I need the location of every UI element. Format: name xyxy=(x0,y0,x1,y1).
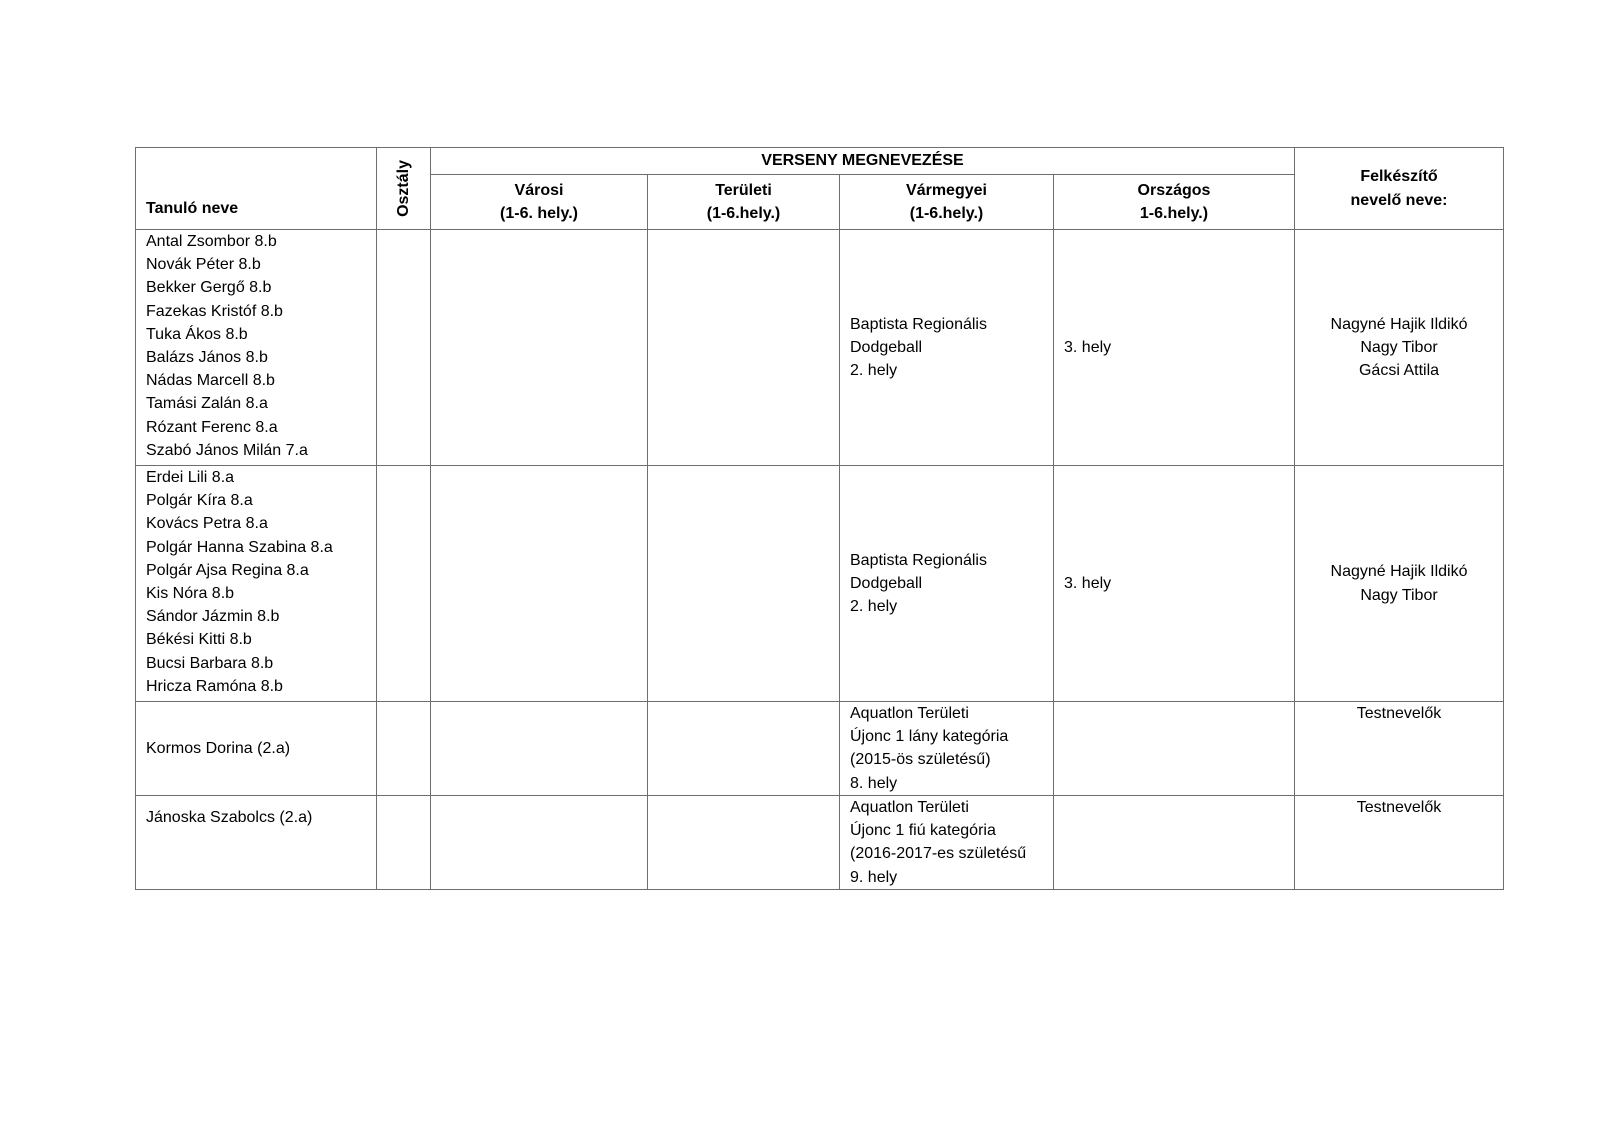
county-result-line: 8. hely xyxy=(850,774,898,792)
student-name: Antal Zsombor 8.b xyxy=(146,233,277,250)
table-row xyxy=(136,230,1504,466)
coach-name: Testnevelők xyxy=(1356,799,1442,816)
regional-result-cell xyxy=(648,702,840,796)
header-city xyxy=(431,175,648,230)
county-result-cell xyxy=(840,796,1054,890)
header-city-line1: Városi xyxy=(514,181,564,199)
header-regional xyxy=(648,175,840,230)
student-name: Bekker Gergő 8.b xyxy=(146,279,272,297)
city-result-cell xyxy=(431,702,648,796)
student-name: Tuka Ákos 8.b xyxy=(146,325,248,343)
county-result-line: Baptista Regionális xyxy=(850,315,987,333)
student-name: Polgár Kíra 8.a xyxy=(146,492,253,510)
student-names-cell xyxy=(136,702,377,796)
student-name: Kovács Petra 8.a xyxy=(146,515,268,533)
coach-name: Gácsi Attila xyxy=(1358,362,1440,380)
national-result-cell: 3. hely xyxy=(1054,466,1295,702)
county-result-cell xyxy=(840,702,1054,796)
county-result-line: Baptista Regionális xyxy=(850,551,987,569)
coach-name: Nagy Tibor xyxy=(1360,586,1438,604)
city-result-cell xyxy=(431,230,648,466)
county-result-cell xyxy=(840,466,1054,702)
student-names-cell xyxy=(136,466,377,702)
class-cell xyxy=(377,702,431,796)
header-class xyxy=(377,148,431,230)
coach-name: Nagyné Hajik Ildikó xyxy=(1330,563,1468,581)
header-city-line2: (1-6. hely.) xyxy=(500,205,578,222)
header-coach-line1: Felkészítő xyxy=(1360,168,1438,186)
city-result-cell xyxy=(431,796,648,890)
county-result-line: 2. hely xyxy=(850,598,898,616)
city-result-cell xyxy=(431,466,648,702)
student-name: Balázs János 8.b xyxy=(146,349,268,367)
header-regional-line1: Területi xyxy=(715,181,772,199)
table-row xyxy=(136,466,1504,702)
class-cell xyxy=(377,230,431,466)
county-result-line: 2. hely xyxy=(850,362,898,380)
header-class-label: Osztály xyxy=(394,160,412,217)
county-result-line: Aquatlon Területi xyxy=(850,799,969,816)
student-name: Nádas Marcell 8.b xyxy=(146,372,275,390)
class-cell xyxy=(377,796,431,890)
coach-name: Testnevelők xyxy=(1356,705,1442,722)
header-national-line2: 1-6.hely.) xyxy=(1139,205,1209,222)
student-name: Szabó János Milán 7.a xyxy=(146,441,308,459)
student-name: Kis Nóra 8.b xyxy=(146,585,235,603)
header-national-line1: Országos xyxy=(1137,181,1211,199)
county-result-line: 9. hely xyxy=(850,868,898,886)
header-coach-line2: nevelő neve: xyxy=(1350,191,1448,209)
coach-name: Nagy Tibor xyxy=(1360,338,1438,356)
national-result-cell: 3. hely xyxy=(1054,230,1295,466)
coach-cell xyxy=(1295,230,1504,466)
class-cell xyxy=(377,466,431,702)
header-county xyxy=(840,175,1054,230)
student-name: Novák Péter 8.b xyxy=(146,256,261,274)
regional-result-cell xyxy=(648,230,840,466)
header-county-line1: Vármegyei xyxy=(906,181,987,199)
county-result-line: Dodgeball xyxy=(850,574,923,592)
header-county-line2: (1-6.hely.) xyxy=(909,205,984,222)
coach-cell xyxy=(1295,702,1504,796)
student-names-cell xyxy=(136,230,377,466)
regional-result-cell xyxy=(648,796,840,890)
competition-results-table xyxy=(135,147,1504,890)
county-result-cell xyxy=(840,230,1054,466)
student-name: Kormos Dorina (2.a) xyxy=(146,739,291,757)
student-name: Polgár Ajsa Regina 8.a xyxy=(146,561,309,579)
student-name: Békési Kitti 8.b xyxy=(146,631,252,649)
coach-name: Nagyné Hajik Ildikó xyxy=(1330,315,1468,333)
national-result-cell xyxy=(1054,702,1295,796)
county-result-line: Újonc 1 lány kategória xyxy=(850,728,1009,746)
table-row xyxy=(136,796,1504,890)
student-names-cell xyxy=(136,796,377,890)
header-national xyxy=(1054,175,1295,230)
county-result-line: Újonc 1 fiú kategória xyxy=(850,822,996,840)
table-row xyxy=(136,702,1504,796)
coach-cell xyxy=(1295,466,1504,702)
header-row-top xyxy=(136,148,1504,175)
student-name: Tamási Zalán 8.a xyxy=(146,395,268,413)
header-student-name: Tanuló neve xyxy=(136,148,377,230)
student-name: Rózant Ferenc 8.a xyxy=(146,418,278,436)
student-name: Jánoska Szabolcs (2.a) xyxy=(146,809,313,826)
student-name: Sándor Jázmin 8.b xyxy=(146,608,280,626)
student-name: Polgár Hanna Szabina 8.a xyxy=(146,538,333,556)
county-result-line: (2016-2017-es születésű xyxy=(850,845,1027,863)
student-name: Fazekas Kristóf 8.b xyxy=(146,302,283,320)
county-result-line: Aquatlon Területi xyxy=(850,705,969,722)
header-coach xyxy=(1295,148,1504,230)
student-name: Erdei Lili 8.a xyxy=(146,469,235,486)
national-result-cell xyxy=(1054,796,1295,890)
county-result-line: (2015-ös születésű) xyxy=(850,751,991,769)
regional-result-cell xyxy=(648,466,840,702)
county-result-line: Dodgeball xyxy=(850,338,923,356)
header-regional-line2: (1-6.hely.) xyxy=(706,205,781,222)
student-name: Hricza Ramóna 8.b xyxy=(146,677,283,695)
coach-cell xyxy=(1295,796,1504,890)
header-competition-group: VERSENY MEGNEVEZÉSE xyxy=(431,148,1295,175)
student-name: Bucsi Barbara 8.b xyxy=(146,654,274,672)
